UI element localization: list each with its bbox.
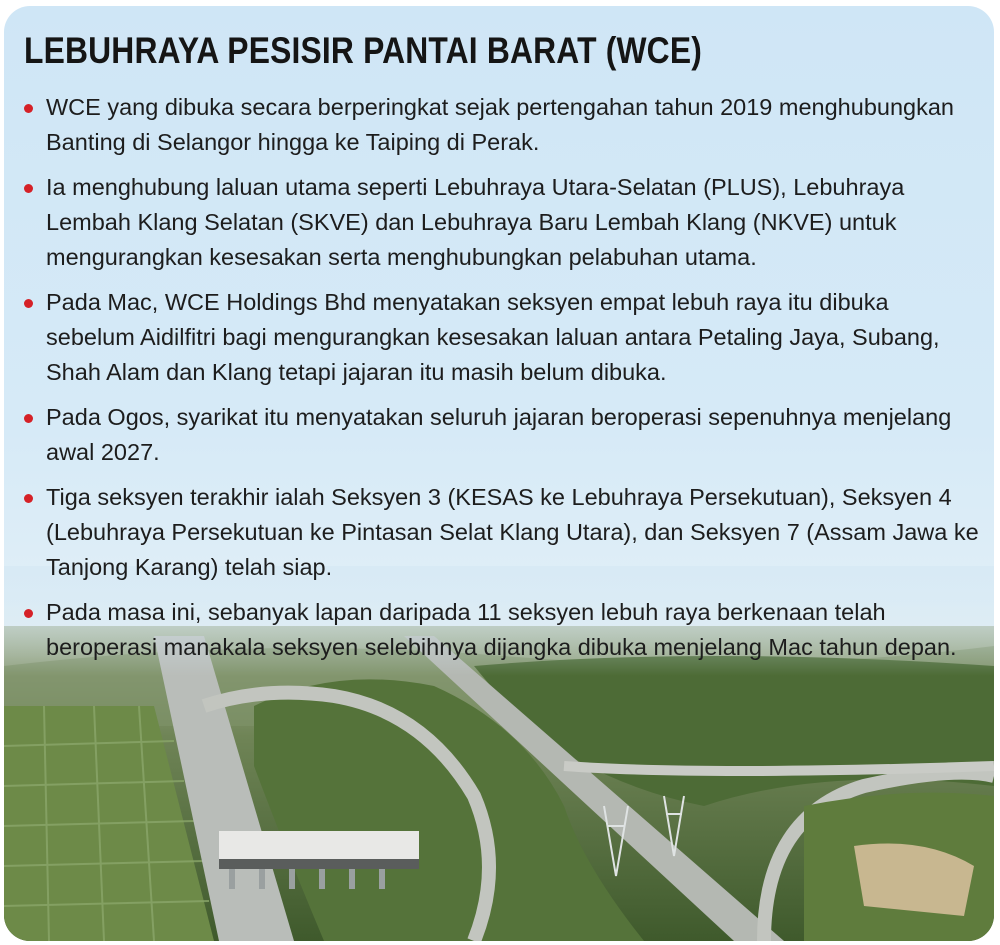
bullet-dot-icon <box>24 414 33 423</box>
bullet-dot-icon <box>24 184 33 193</box>
bullet-dot-icon <box>24 494 33 503</box>
headline: LEBUHRAYA PESISIR PANTAI BARAT (WCE) <box>24 30 702 71</box>
list-item <box>20 170 980 275</box>
bullet-list <box>20 90 980 675</box>
list-item-text: Tiga seksyen terakhir ialah Seksyen 3 (KESAS ke Lebuhraya Persekutuan), Seksyen 4 (Lebuhraya Persekutuan ke Pintasan Selat Klang Utara), dan Seksyen 7 (Assam Jawa ke Tanjong Karang) telah siap. <box>46 484 979 580</box>
infographic-card <box>4 6 994 941</box>
list-item <box>20 595 980 665</box>
list-item-text: Pada Ogos, syarikat itu menyatakan seluruh jajaran beroperasi sepenuhnya menjelang awal 2027. <box>46 404 952 465</box>
list-item-text: Pada masa ini, sebanyak lapan daripada 11 seksyen lebuh raya berkenaan telah beroperasi manakala seksyen selebihnya dijangka dibuka menjelang Mac tahun depan. <box>46 599 957 660</box>
bullet-dot-icon <box>24 609 33 618</box>
list-item-text: WCE yang dibuka secara berperingkat sejak pertengahan tahun 2019 menghubungkan Banting di Selangor hingga ke Taiping di Perak. <box>46 94 954 155</box>
list-item-text: Ia menghubung laluan utama seperti Lebuhraya Utara-Selatan (PLUS), Lebuhraya Lembah Klang Selatan (SKVE) dan Lebuhraya Baru Lembah Klang (NKVE) untuk mengurangkan kesesakan serta menghubungkan pelabuhan utama. <box>46 174 905 270</box>
bullet-dot-icon <box>24 104 33 113</box>
bullet-dot-icon <box>24 299 33 308</box>
list-item <box>20 480 980 585</box>
list-item <box>20 400 980 470</box>
list-item-text: Pada Mac, WCE Holdings Bhd menyatakan seksyen empat lebuh raya itu dibuka sebelum Aidilfitri bagi mengurangkan kesesakan laluan antara Petaling Jaya, Subang, Shah Alam dan Klang tetapi jajaran itu masih belum dibuka. <box>46 289 940 385</box>
list-item <box>20 285 980 390</box>
list-item <box>20 90 980 160</box>
